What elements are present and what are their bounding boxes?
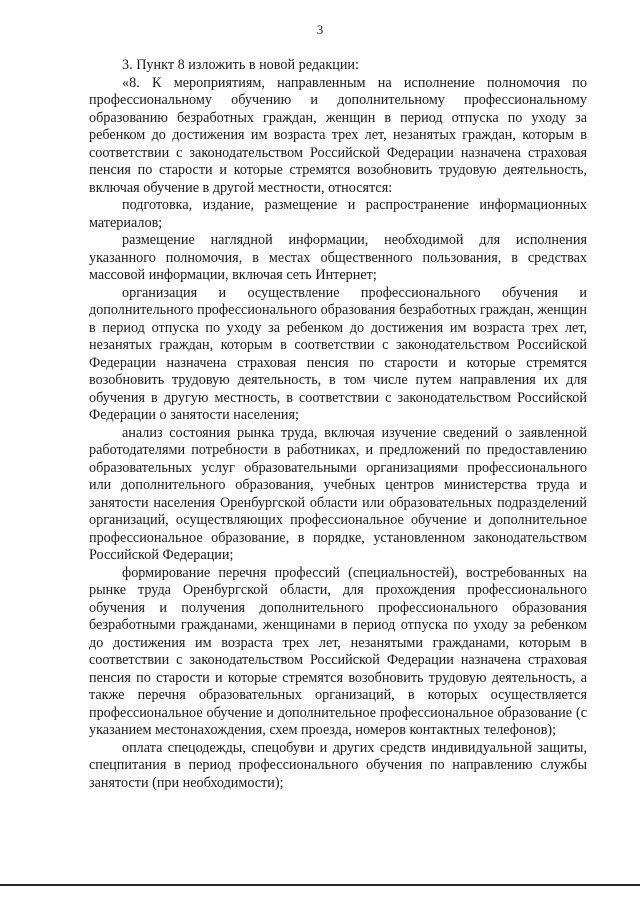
paragraph-workwear-payment: оплата спецодежды, спецобуви и других средств индивидуальной защиты, спецпитания в период профессионального обучения по направлению службы занятости (при необходимости); bbox=[89, 739, 587, 791]
bottom-border-line bbox=[0, 884, 640, 886]
paragraph-labor-market-analysis: анализ состояния рынка труда, включая изучение сведений о заявленной работодателями потребности в работниках, и предложений по предоставлению образовательных услуг образовательными организациями профессионального или дополнительного образования, учебных центров министерства труда и занятости населения Оренбургской области или образовательных подразделений организаций, осуществляющих профессиональное обучение и дополнительное профессиональное образование, в порядке, установленном законодательством Российской Федерации; bbox=[89, 424, 587, 563]
document-body bbox=[89, 57, 587, 792]
paragraph-professions-list: формирование перечня профессий (специальностей), востребованных на рынке труда Оренбургской области, для прохождения профессионального обучения и получения дополнительного профессионального образования безработными гражданами, женщинами в период отпуска по уходу за ребенком до достижения им возраста трех лет, незанятыми гражданами, которым в соответствии с законодательством Российской Федерации назначена страховая пенсия по старости и которые стремятся возобновить трудовую деятельность, а также перечня образовательных организаций, в которых осуществляется профессиональное обучение и дополнительное профессиональное образование (с указанием местонахождения, схем проезда, номеров контактных телефонов); bbox=[89, 564, 587, 738]
paragraph-amendment-intro: 3. Пункт 8 изложить в новой редакции: bbox=[122, 57, 359, 73]
page-number: 3 bbox=[316, 22, 324, 37]
paragraph-item-8: «8. К мероприятиям, направленным на исполнение полномочия по профессиональному обучению и дополнительному профессиональному образованию безработных граждан, женщин в период отпуска по уходу за ребенком до достижения им возраста трех лет, незанятых граждан, которым в соответствии с законодательством Российской Федерации назначена страховая пенсия по старости и которые стремятся возобновить трудовую деятельность, включая обучение в другой местности, относятся: bbox=[89, 74, 587, 196]
paragraph-materials: подготовка, издание, размещение и распространение информационных материалов; bbox=[89, 197, 587, 231]
paragraph-visual-info: размещение наглядной информации, необходимой для исполнения указанного полномочия, в местах общественного пользования, в средствах массовой информации, включая сеть Интернет; bbox=[89, 232, 587, 283]
paragraph-training-organization: организация и осуществление профессионального обучения и дополнительного профессионального образования безработных граждан, женщин в период отпуска по уходу за ребенком до достижения им возраста трех лет, незанятых граждан, которым в соответствии с законодательством Российской Федерации назначена страховая пенсия по старости и которые стремятся возобновить трудовую деятельность, в том числе путем направления их для обучения в другую местность, в соответствии с законодательством Российской Федерации о занятости населения; bbox=[89, 284, 587, 423]
